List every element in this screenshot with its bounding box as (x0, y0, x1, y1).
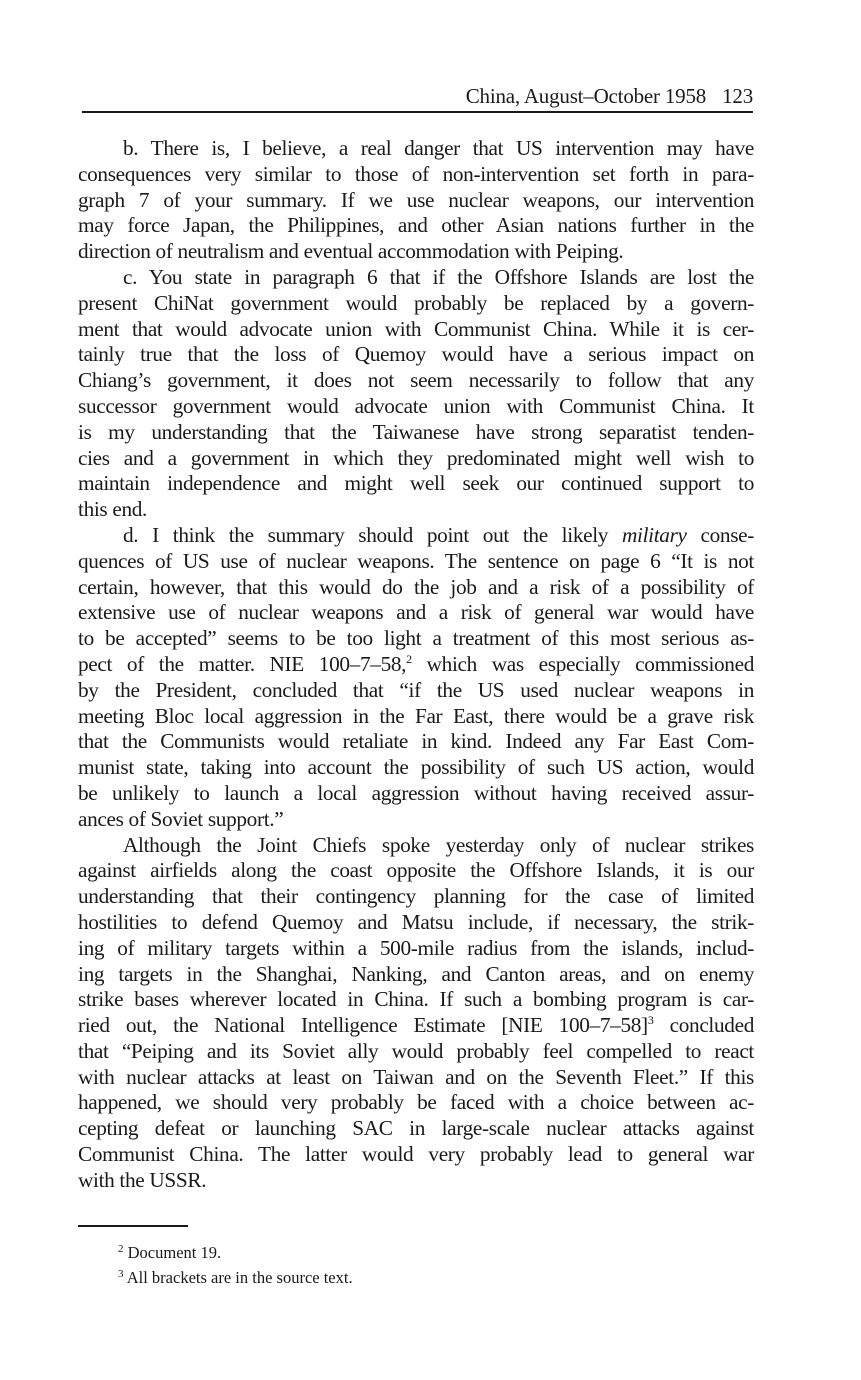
footnote-ref-3[interactable]: 3 (647, 1013, 654, 1028)
text-line (78, 523, 754, 549)
text-line: Although the Joint Chiefs spoke yesterday only of nuclear strikes (123, 832, 754, 857)
footnote-mark: 2 (118, 1243, 124, 1255)
running-title: China, August–October 1958 (465, 84, 707, 108)
footnote-3 (118, 1265, 353, 1290)
text-line: c. You state in paragraph 6 that if the Offshore Islands are lost the (123, 264, 754, 289)
page-number: 123 (722, 84, 753, 108)
header-rule (82, 111, 753, 113)
text-line: consequences very similar to those of non-intervention set forth in para- (78, 161, 754, 186)
paragraph-b (78, 136, 754, 265)
footnote-mark: 3 (118, 1268, 124, 1280)
text-line: with the USSR. (78, 1167, 207, 1192)
text-line: cies and a government in which they predominated might well wish to (78, 445, 754, 470)
text-line: hostilities to defend Quemoy and Matsu include, if necessary, the strik- (78, 909, 754, 934)
paragraph-c (78, 265, 754, 523)
text-line: this end. (78, 497, 148, 522)
text-line: graph 7 of your summary. If we use nuclear weapons, our intervention (78, 187, 754, 212)
text-segment: pect of the matter. NIE 100–7–58, (78, 651, 407, 676)
text-segment: d. I think the summary should point out the likely (123, 522, 622, 547)
footnote-ref-2[interactable]: 2 (406, 651, 412, 666)
text-line: ing targets in the Shanghai, Nanking, and Canton areas, and on enemy (78, 961, 754, 986)
paragraph-joint-chiefs (78, 833, 754, 1194)
text-line: certain, however, that this would do the job and a risk of a possibility of (78, 574, 754, 599)
text-line: tainly true that the loss of Quemoy would have a serious impact on (78, 342, 754, 367)
text-line: be unlikely to launch a local aggression without having received assur- (78, 780, 754, 805)
text-line: may force Japan, the Philippines, and other Asian nations further in the (78, 213, 754, 238)
text-line: b. There is, I believe, a real danger that US intervention may have (123, 136, 754, 160)
text-line (78, 652, 754, 678)
text-line: happened, we should very probably be faced with a choice between ac- (78, 1090, 754, 1115)
text-segment: ried out, the National Intelligence Estimate [NIE 100–7–58] (78, 1013, 648, 1038)
text-line: extensive use of nuclear weapons and a risk of general war would have (78, 600, 754, 625)
text-line: is my understanding that the Taiwanese have strong separatist tenden- (78, 419, 754, 444)
footnote-text: All brackets are in the source text. (126, 1268, 353, 1287)
text-line: Communist China. The latter would very probably lead to general war (78, 1142, 754, 1167)
running-header (82, 84, 753, 112)
text-line: present ChiNat government would probably be replaced by a govern- (78, 290, 754, 315)
text-line: Chiang’s government, it does not seem necessarily to follow that any (78, 368, 754, 393)
page-body (78, 136, 754, 1194)
footnote-text: Document 19. (127, 1243, 222, 1262)
text-line: that the Communists would retaliate in kind. Indeed any Far East Com- (78, 729, 754, 754)
text-line: understanding that their contingency planning for the case of limited (78, 884, 754, 909)
text-segment: which was especially commissioned (411, 651, 755, 676)
footnotes (118, 1240, 353, 1290)
text-line: cepting defeat or launching SAC in large-scale nuclear attacks against (78, 1116, 754, 1141)
footnote-2 (118, 1240, 353, 1265)
text-line: ances of Soviet support.” (78, 806, 284, 831)
text-line: successor government would advocate union with Communist China. It (78, 393, 754, 418)
text-line (78, 1013, 754, 1039)
text-line: by the President, concluded that “if the US used nuclear weapons in (78, 677, 754, 702)
text-line: meeting Bloc local aggression in the Far East, there would be a grave risk (78, 703, 754, 728)
italic-emphasis: military (621, 522, 687, 547)
text-line: ment that would advocate union with Communist China. While it is cer- (78, 316, 754, 341)
text-line: with nuclear attacks at least on Taiwan and on the Seventh Fleet.” If this (78, 1064, 754, 1089)
text-line: quences of US use of nuclear weapons. The sentence on page 6 “It is not (78, 548, 754, 573)
text-line: to be accepted” seems to be too light a treatment of this most serious as- (78, 626, 754, 651)
text-line: maintain independence and might well seek our continued support to (78, 471, 754, 496)
text-line: against airfields along the coast opposite the Offshore Islands, it is our (78, 858, 754, 883)
running-header-text (466, 84, 753, 109)
text-line: that “Peiping and its Soviet ally would probably feel compelled to react (78, 1038, 754, 1063)
text-line: direction of neutralism and eventual accommodation with Peiping. (78, 239, 624, 264)
footnote-rule (78, 1225, 188, 1227)
paragraph-d (78, 523, 754, 833)
text-line: strike bases wherever located in China. If such a bombing program is car- (78, 987, 754, 1012)
text-line: ing of military targets within a 500-mile radius from the islands, includ- (78, 935, 754, 960)
text-segment: concluded (653, 1013, 754, 1038)
text-segment: conse- (686, 522, 754, 547)
text-line: munist state, taking into account the possibility of such US action, would (78, 755, 754, 780)
